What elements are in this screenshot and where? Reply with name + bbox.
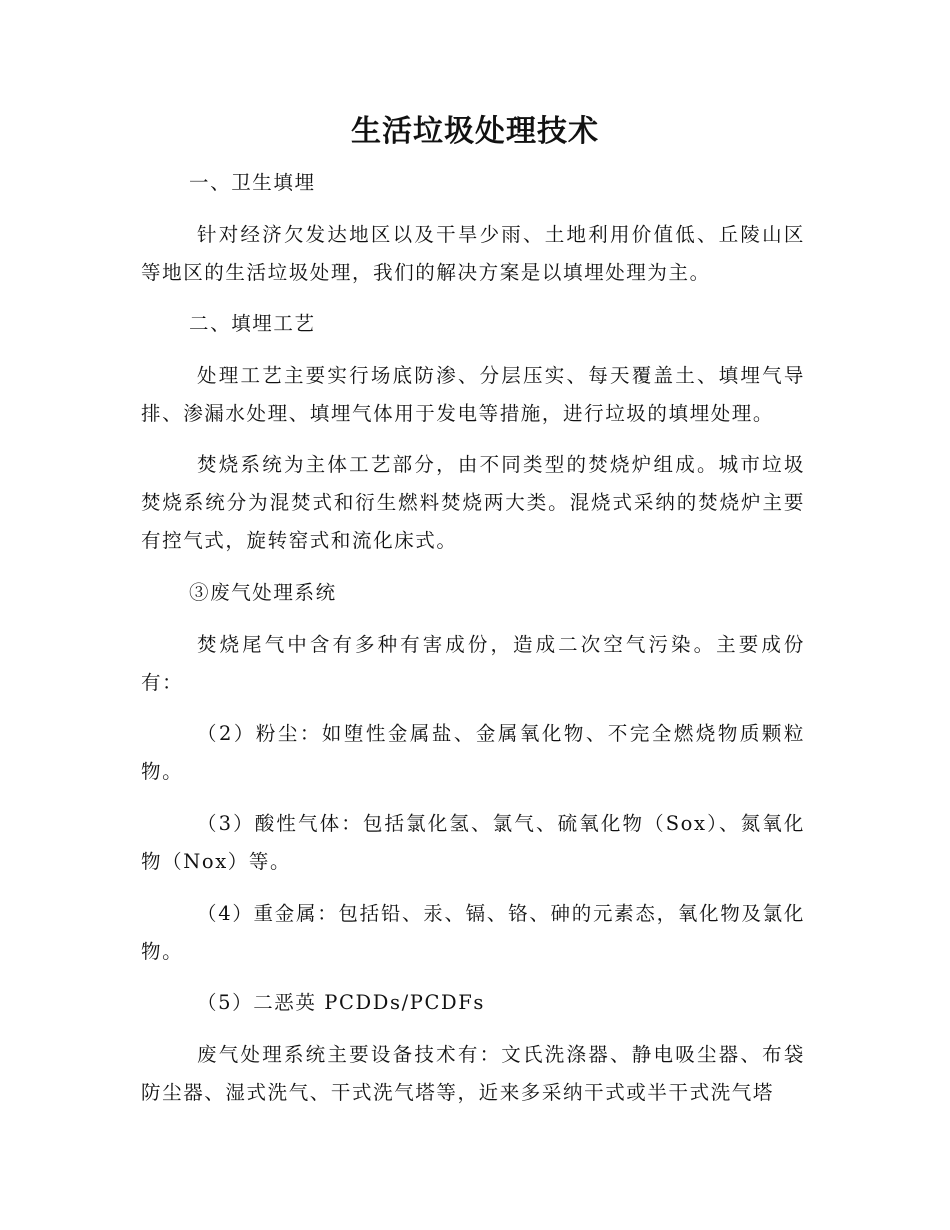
list-item-dioxins: （5）二恶英 PCDDs/PCDFs [197, 991, 486, 1014]
paragraph-landfill-process: 处理工艺主要实行场底防渗、分层压实、每天覆盖土、填埋气导排、渗漏水处理、填埋气体用于发电等措施，进行垃圾的填埋处理。 [141, 364, 805, 425]
document-title: 生活垃圾处理技术 [351, 114, 599, 149]
paragraph-exhaust-components: 焚烧尾气中含有多种有害成份，造成二次空气污染。主要成份有： [141, 633, 805, 694]
section-heading-exhaust-treatment: ③废气处理系统 [189, 581, 337, 604]
list-item-acid-gas: （3）酸性气体：包括氯化氢、氯气、硫氧化物（Sox）、氮氧化物（Nox）等。 [141, 812, 805, 873]
section-heading-sanitary-landfill: 一、卫生填埋 [189, 171, 316, 194]
list-item-dust: （2）粉尘：如堕性金属盐、金属氧化物、不完全燃烧物质颗粒物。 [141, 722, 805, 783]
list-item-heavy-metals: （4）重金属：包括铅、汞、镉、铬、砷的元素态，氧化物及氯化物。 [141, 902, 805, 963]
section-heading-landfill-process: 二、填埋工艺 [189, 312, 316, 335]
paragraph-exhaust-equipment: 废气处理系统主要设备技术有：文氏洗涤器、静电吸尘器、布袋防尘器、湿式洗气、干式洗气塔等，近来多采纳干式或半干式洗气塔 [141, 1043, 805, 1104]
paragraph-landfill-solution: 针对经济欠发达地区以及干旱少雨、土地利用价值低、丘陵山区等地区的生活垃圾处理，我们的解决方案是以填埋处理为主。 [141, 223, 805, 284]
paragraph-incineration-system: 焚烧系统为主体工艺部分，由不同类型的焚烧炉组成。城市垃圾焚烧系统分为混焚式和衍生燃料焚烧两大类。混烧式采纳的焚烧炉主要有控气式，旋转窑式和流化床式。 [141, 453, 805, 552]
